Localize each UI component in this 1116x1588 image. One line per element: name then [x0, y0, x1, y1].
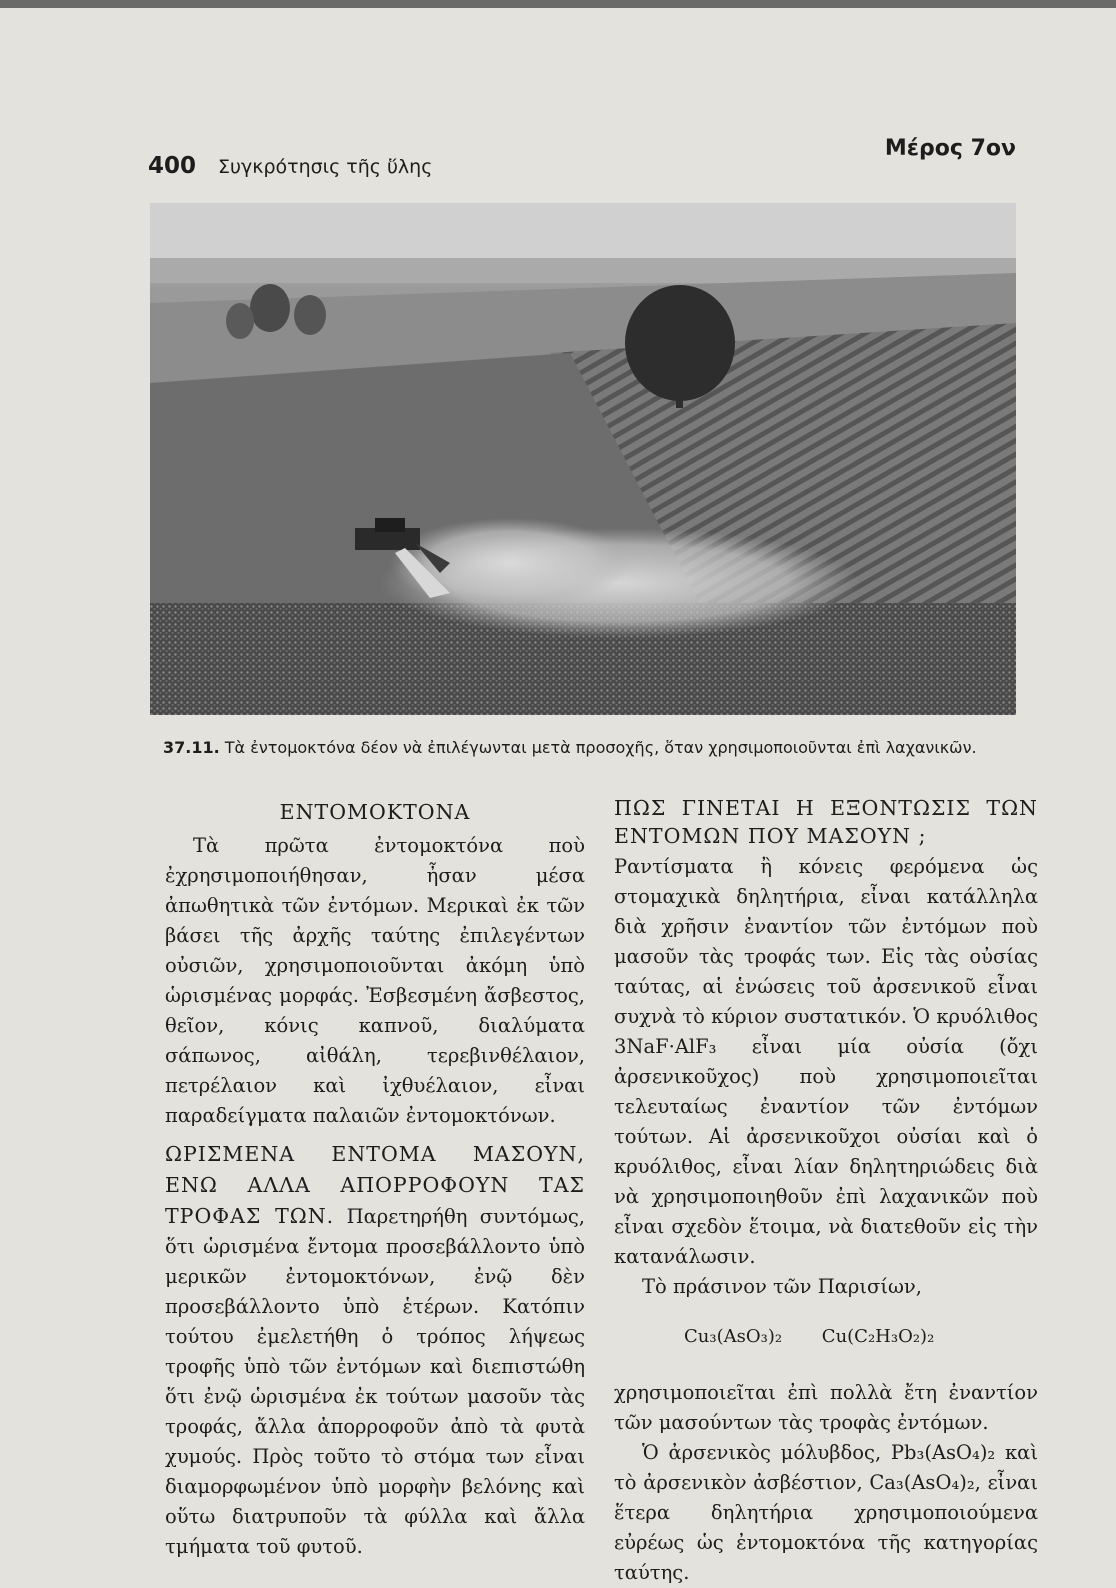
part-label: Μέρος 7ον — [884, 136, 1016, 161]
formula-copper-arsenite: Cu₃(AsO₃)₂ — [684, 1326, 783, 1347]
paragraph-stomach-poisons: Ραντίσματα ἢ κόνεις φερόμενα ὡς στομαχικὰ δηλητήρια, εἶναι κατάλληλα διὰ χρῆσιν ἐναντίον τῶν ἐντόμων ποὺ μασοῦν τὰς τροφάς των. Εἰς τὰς οὐσίας ταύτας, αἱ ἑνώσεις τοῦ ἀρσενικοῦ εἶναι συχνὰ τὸ κύριον συστατικόν. Ὁ κρυόλιθος 3NaF·AlF₃ εἶναι μία οὐσία (ὄχι ἀρσενικοῦχος) ποὺ χρησιμοποιεῖται τελευταίως ἐναντίον τῶν ἐντόμων τούτων. Αἱ ἀρσενικοῦχοι οὐσίαι καὶ ὁ κρυόλιθος, εἶναι λίαν δηλητηριώδεις διὰ νὰ χρησιμοποιηθοῦν ἐπὶ λαχανικῶν ποὺ εἶναι σχεδὸν ἕτοιμα, νὰ διατεθοῦν εἰς τὴν κατανάλωσιν. — [614, 855, 1038, 1268]
scan-edge — [0, 0, 1116, 8]
paragraph-feeding-methods: Παρετηρήθη συντόμως, ὅτι ὡρισμένα ἔντομα προσεβάλλοντο ὑπὸ μερικῶν ἐντομοκτόνων, ἐνῷ δὲν προσεβάλλοντο ὑπὸ ἑτέρων. Κατόπιν τούτου ἐμελετήθη ὁ τρόπος λήψεως τροφῆς ὑπὸ τῶν ἐντόμων καὶ διεπιστώθη ὅτι ἐνῷ ὡρισμένα ἐκ τούτων μασοῦν τὰς τροφάς, ἄλλα ἀπορροφοῦν ἀπὸ τὰ φυτὰ χυμούς. Πρὸς τοῦτο τὸ στόμα των εἶναι διαμορφωμένον ὑπὸ μορφὴν βελόνης καὶ οὕτω διατρυποῦν τὰ φύλλα καὶ ἄλλα τμήματα τοῦ φυτοῦ. — [165, 1205, 585, 1558]
paragraph-early-insecticides: Τὰ πρῶτα ἐντομοκτόνα ποὺ ἐχρησιμοποιήθησαν, ἦσαν μέσα ἀπωθητικὰ τῶν ἐντόμων. Μερικαὶ ἐκ τῶν βάσει τῆς ἀρχῆς ταύτης ἐπιλεγέντων οὐσιῶν, χρησιμοποιοῦνται ἀκόμη ὑπὸ ὡρισμένας μορφάς. Ἐσβεσμένη ἄσβεστος, θεῖον, κόνις καπνοῦ, διαλύματα σάπωνος, αἰθάλη, τερεβινθέλαιον, πετρέλαιον καὶ ἰχθυέλαιον, εἶναι παραδείγματα παλαιῶν ἐντομοκτόνων. — [165, 834, 585, 1127]
left-column — [165, 797, 585, 1562]
paragraph-chewing-vs-sucking — [165, 1139, 585, 1562]
paragraph-paris-green: Τὸ πράσινον τῶν Παρισίων, — [642, 1275, 922, 1298]
paragraph-lead-calcium-arsenate: Ὁ ἀρσενικὸς μόλυβδος, Pb₃(AsO₄)₂ καὶ τὸ ἀρσενικὸν ἀσβέστιον, Ca₃(AsO₄)₂, εἶναι ἕτερα δηλητήρια χρησιμοποιούμενα εὐρέως ὡς ἐντομοκτόνα τῆς κατηγορίας ταύτης. — [614, 1441, 1038, 1584]
photo-illustration — [150, 203, 1016, 715]
figure-caption-text: Τὰ ἐντομοκτόνα δέον νὰ ἐπιλέγωνται μετὰ προσοχῆς, ὅταν χρησιμοποιοῦνται ἐπὶ λαχανικῶν. — [224, 738, 977, 757]
page-number: 400 — [148, 153, 197, 179]
right-column — [614, 794, 1038, 1588]
paris-green-formula — [684, 1322, 1038, 1352]
formula-copper-acetate: Cu(C₂H₃O₂)₂ — [821, 1326, 935, 1347]
field-spraying-photo — [150, 203, 1016, 715]
figure-caption — [163, 738, 977, 757]
section-heading-insecticides: ΕΝΤΟΜΟΚΤΟΝΑ — [279, 800, 471, 824]
running-title: Συγκρότησις τῆς ὕλης — [218, 156, 433, 178]
section-heading-some-insects-chew: ΩΡΙΣΜΕΝΑ ΕΝΤΟΜΑ ΜΑΣΟΥΝ, ΕΝΩ ΑΛΛΑ ΑΠΟΡΡΟΦΟΥΝ ΤΑΣ ΤΡΟΦΑΣ ΤΩΝ. — [165, 1142, 585, 1228]
section-heading-extermination: ΠΩΣ ΓΙΝΕΤΑΙ Η ΕΞΟΝΤΩΣΙΣ ΤΩΝ ΕΝΤΟΜΩΝ ΠΟΥ ΜΑΣΟΥΝ ; — [614, 796, 1038, 848]
paragraph-paris-green-use: χρησιμοποιεῖται ἐπὶ πολλὰ ἔτη ἐναντίον τῶν μασούντων τὰς τροφὰς ἐντόμων. — [614, 1381, 1038, 1434]
figure-number: 37.11. — [163, 738, 220, 757]
